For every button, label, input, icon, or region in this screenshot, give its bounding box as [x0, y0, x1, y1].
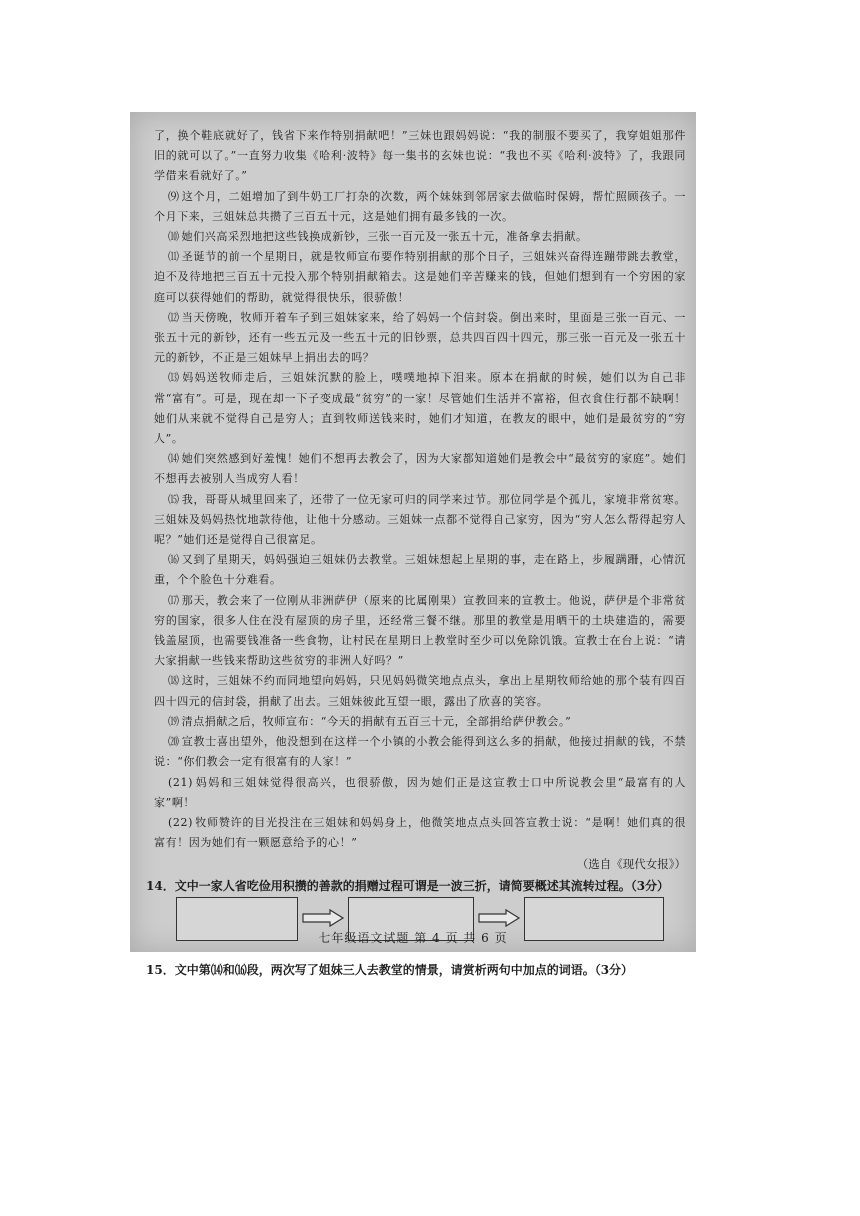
passage-paragraph — [154, 227, 686, 247]
paragraph-number: ⑼ — [168, 189, 180, 203]
paragraph-text: 那天，教会来了一位刚从非洲萨伊（原来的比属刚果）宣教回来的宣教士。他说，萨伊是个非常贫穷的国家，很多人住在没有屋顶的房子里，还经常三餐不继。那里的教堂是用晒干的土块建造的，需要钱盖屋顶，也需要钱准备一些食物，让村民在星期日上教堂时至少可以免除饥饿。宣教士在台上说：“请大家捐献一些钱来帮助这些贫穷的非洲人好吗？” — [154, 593, 686, 668]
passage-paragraph — [154, 187, 686, 227]
paragraph-text: 她们突然感到好羞愧！她们不想再去教会了，因为大家都知道她们是教会中“最贫穷的家庭”。她们不想再去被别人当成穷人看！ — [154, 452, 686, 486]
passage-paragraph — [154, 712, 686, 732]
exam-page — [130, 112, 696, 978]
paragraph-number: ⒃ — [168, 553, 180, 567]
passage — [146, 126, 686, 981]
paragraph-text: 这时，三姐妹不约而同地望向妈妈，只见妈妈微笑地点点头，拿出上星期牧师给她的那个装有四百四十四元的信封袋，捐献了出去。三姐妹彼此互望一眼，露出了欣喜的笑容。 — [154, 674, 686, 708]
passage-paragraph — [154, 308, 686, 369]
paragraph-text: 她们兴高采烈地把这些钱换成新钞，三张一百元及一张五十元，准备拿去捐献。 — [181, 230, 588, 244]
passage-paragraph — [154, 732, 686, 772]
paragraph-text: 这个月，二姐增加了到牛奶工厂打杂的次数，两个妹妹到邻居家去做临时保姆，帮忙照顾孩子。一个月下来，三姐妹总共攒了三百五十元，这是她们拥有最多钱的一次。 — [154, 189, 686, 223]
question-15: 15．文中第⒁和⒃段，两次写了姐妹三人去教堂的情景，请赏析两句中加点的词语。（3分） — [146, 963, 634, 978]
passage-paragraph — [154, 247, 686, 308]
passage-paragraphs — [154, 126, 686, 853]
paragraph-number: (22) — [168, 815, 193, 829]
paragraph-number: ⑾ — [168, 250, 180, 264]
paragraph-number: ⒆ — [168, 714, 180, 728]
paragraph-number: ⑽ — [168, 230, 180, 244]
arrow-right-icon — [478, 909, 520, 927]
paragraph-text: 妈妈送牧师走后，三姐妹沉默的脸上，噗噗地掉下泪来。原本在捐献的时候，她们以为自己非常“富有”。可是，现在却一下子变成最“贫穷”的一家！尽管她们生活并不富裕，但衣食住行都不缺啊！她们从来就不觉得自己是穷人；直到牧师送钱来时，她们才知道，在教友的眼中，她们是最贫穷的“穷人”。 — [154, 371, 686, 446]
question-14: 14．文中一家人省吃俭用积攒的善款的捐赠过程可谓是一波三折，请简要概述其流转过程。（3分） — [146, 879, 670, 894]
passage-paragraph — [154, 490, 686, 551]
arrow-right-icon — [302, 909, 344, 927]
paragraph-number: (21) — [168, 775, 193, 789]
paragraph-number: ⒂ — [168, 492, 180, 506]
paragraph-text: 又到了星期天，妈妈强迫三姐妹仍去教堂。三姐妹想起上星期的事，走在路上，步履蹒跚，心情沉重，个个脸色十分难看。 — [154, 553, 686, 587]
paragraph-number: ⒁ — [168, 452, 180, 466]
paragraph-number: ⑿ — [168, 310, 180, 324]
paragraph-text: 清点捐献之后，牧师宣布：“今天的捐献有五百三十元，全部捐给萨伊教会。” — [181, 714, 572, 728]
paragraph-number: ⒅ — [168, 674, 180, 688]
passage-paragraph — [154, 813, 686, 853]
passage-paragraph — [154, 550, 686, 590]
paragraph-number: ⒄ — [168, 593, 180, 607]
paragraph-text: 牧师赞许的目光投注在三姐妹和妈妈身上，他微笑地点点头回答宣教士说：“是啊！她们真的很富有！因为她们有一颗愿意给予的心！” — [154, 815, 686, 850]
source-citation: （选自《现代女报》） — [576, 857, 686, 872]
passage-paragraph — [154, 368, 686, 449]
passage-paragraph — [154, 449, 686, 489]
paragraph-text: 宣教士喜出望外，他没想到在这样一个小镇的小教会能得到这么多的捐献，他接过捐献的钱，不禁说：“你们教会一定有很富有的人家！” — [154, 735, 686, 769]
paragraph-text: 妈妈和三姐妹觉得很高兴，也很骄傲，因为她们正是这宣教士口中所说教会里“最富有的人家”啊！ — [154, 775, 686, 809]
passage-paragraph — [154, 773, 686, 813]
paragraph-text: 我，哥哥从城里回来了，还带了一位无家可归的同学来过节。那位同学是个孤儿，家境非常贫寒。三姐妹及妈妈热忱地款待他，让他十分感动。三姐妹一点都不觉得自己家穷，因为“穷人怎么帮得起穷人呢？”她们还是觉得自己很富足。 — [154, 492, 686, 547]
paragraph-text: 了，换个鞋底就好了，钱省下来作特别捐献吧！”三妹也跟妈妈说：“我的制服不要买了，我穿姐姐那件旧的就可以了。”一直努力收集《哈利·波特》每一集书的玄妹也说：“我也不买《哈利·波特》了，我跟同学借来看就好了。” — [154, 129, 686, 183]
passage-paragraph — [154, 671, 686, 711]
passage-paragraph — [154, 126, 686, 187]
paragraph-text: 当天傍晚，牧师开着车子到三姐妹家来，给了妈妈一个信封袋。倒出来时，里面是三张一百元、一张五十元的新钞，还有一些五元及一些五十元的旧钞票，总共四百四十四元，那三张一百元及一张五十元的新钞，不正是三姐妹早上捐出去的吗？ — [154, 310, 686, 365]
paragraph-text: 圣诞节的前一个星期日，就是牧师宣布要作特别捐献的那个日子，三姐妹兴奋得连蹦带跳去教堂，迫不及待地把三百五十元投入那个特别捐献箱去。这是她们辛苦赚来的钱，但她们想到有一个穷困的家庭可以获得她们的帮助，就觉得很快乐，很骄傲！ — [154, 250, 686, 304]
paragraph-number: ⒀ — [168, 371, 180, 385]
paragraph-number: ⒇ — [168, 735, 180, 749]
passage-paragraph — [154, 591, 686, 672]
page-footer: 七年级语文试题 第 4 页 共 6 页 — [318, 931, 508, 945]
